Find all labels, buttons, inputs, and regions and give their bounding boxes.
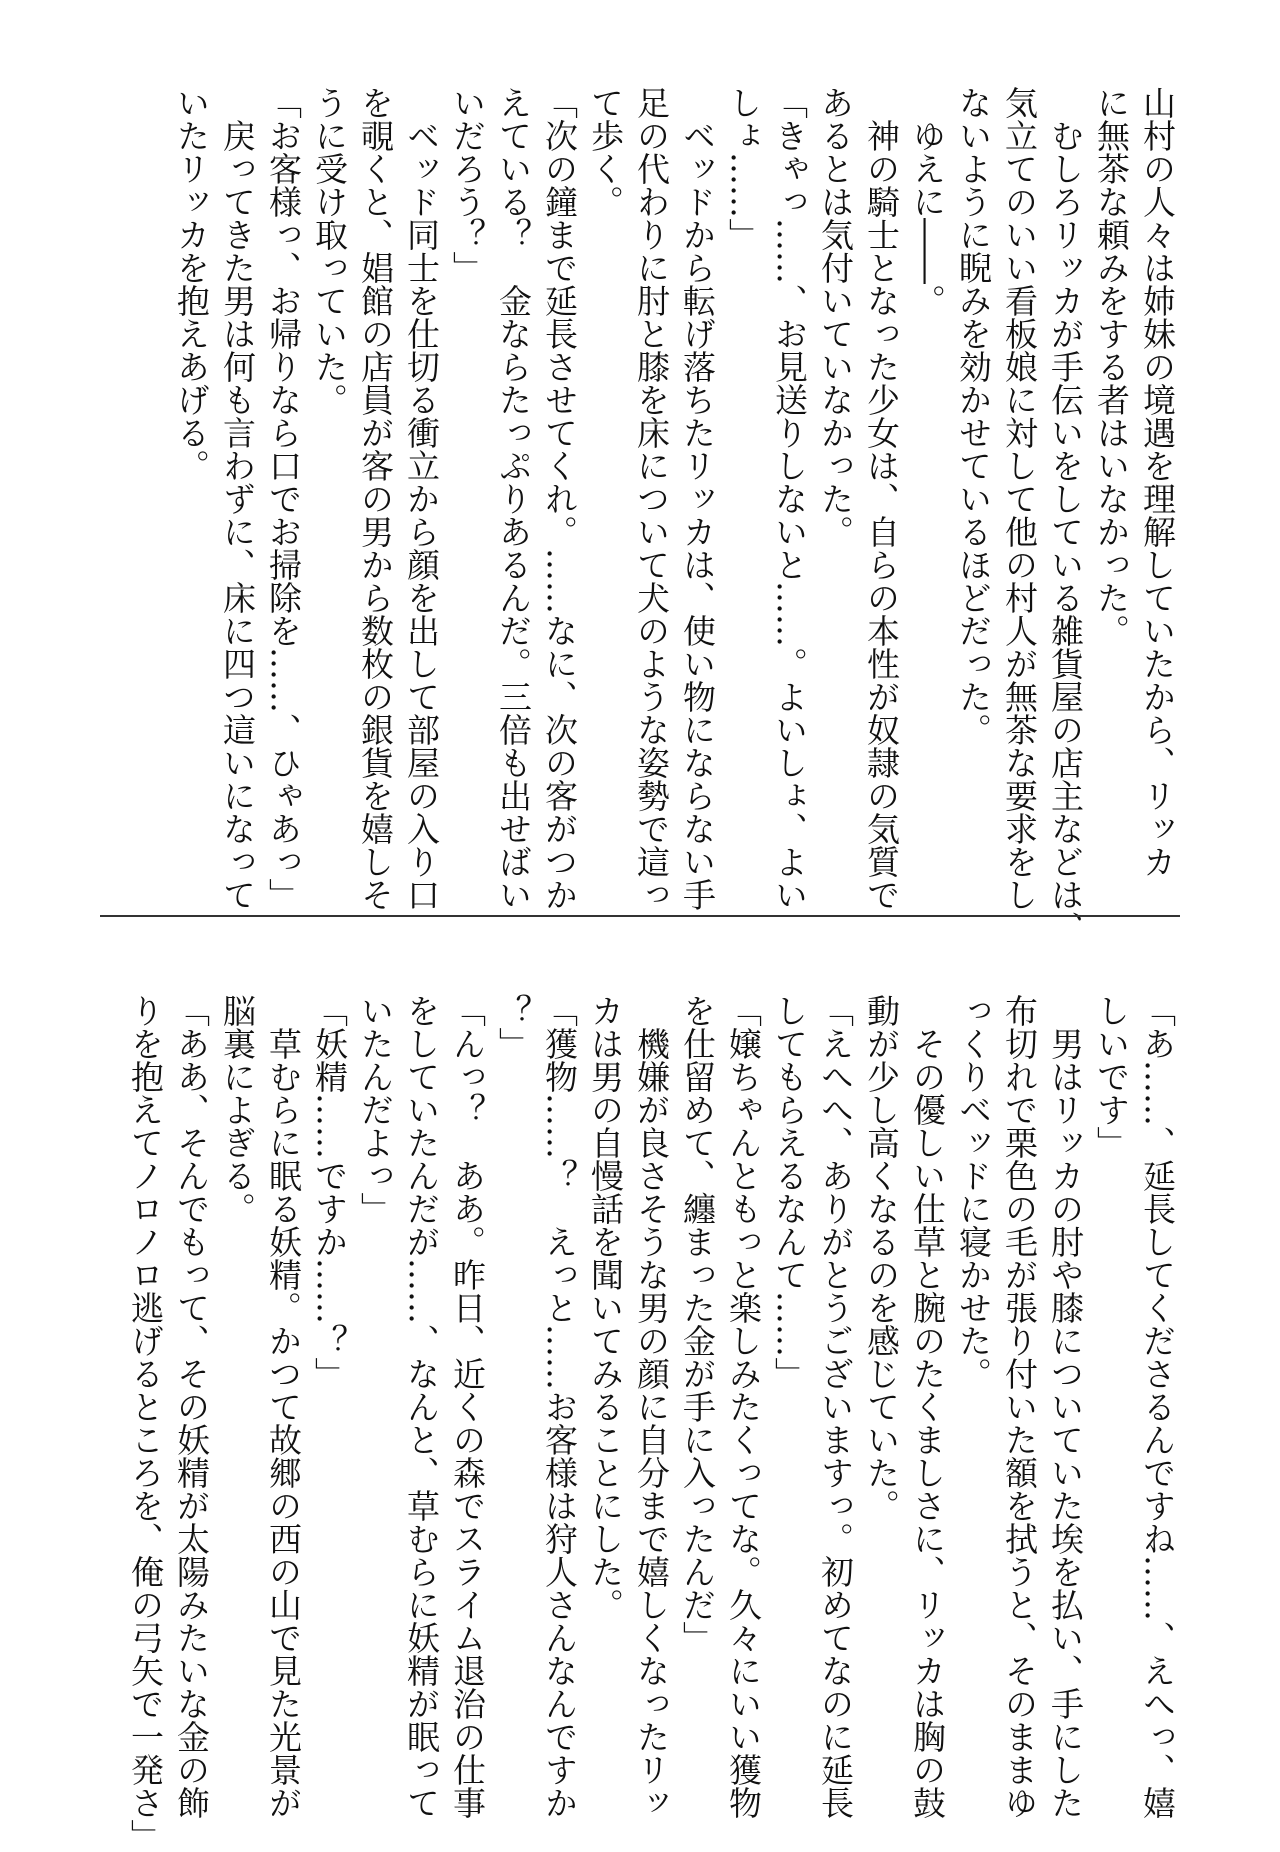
text-line: 戻ってきた男は何も言わずに、床に四つ這いになって	[218, 86, 257, 911]
text-line: 気立てのいい看板娘に対して他の村人が無茶な要求をし	[1000, 86, 1039, 911]
text-line: 「お客様っ、お帰りなら口でお掃除を……、ひゃあっ」	[264, 86, 303, 911]
text-line: をしていたんだが……、なんと、草むらに妖精が眠って	[402, 994, 441, 1819]
text-line: あるとは気付いていなかった。	[816, 86, 855, 548]
text-line: に無茶な頼みをする者はいなかった。	[1092, 86, 1131, 647]
text-line: 「獲物……？ えっと……お客様は狩人さんなんですか	[540, 994, 579, 1819]
text-line: ？」	[494, 994, 533, 1060]
text-line: うに受け取っていた。	[310, 86, 349, 416]
text-line: 「嬢ちゃんともっと楽しみたくってな。久々にいい獲物	[724, 994, 763, 1819]
text-line: しょ……」	[724, 86, 763, 251]
text-line: ないように睨みを効かせているほどだった。	[954, 86, 993, 746]
top-text-block	[100, 86, 1180, 944]
text-line: を仕留めて、纏まった金が手に入ったんだ」	[678, 994, 717, 1654]
text-line: してもらえるなんて……」	[770, 994, 809, 1390]
text-line: いたリッカを抱えあげる。	[172, 86, 211, 482]
text-line: 脳裏によぎる。	[218, 994, 257, 1225]
text-line: 布切れで栗色の毛が張り付いた額を拭うと、そのままゆ	[1000, 994, 1039, 1819]
text-line: しいです」	[1092, 994, 1131, 1159]
text-line: いだろう？」	[448, 86, 487, 284]
text-line: りを抱えてノロノロ逃げるところを、俺の弓矢で一発さ」	[126, 994, 165, 1852]
section-divider	[100, 915, 1180, 917]
text-line: その優しい仕草と腕のたくましさに、リッカは胸の鼓	[908, 994, 947, 1819]
text-line: っくりベッドに寝かせた。	[954, 994, 993, 1390]
text-line: カは男の自慢話を聞いてみることにした。	[586, 994, 625, 1621]
text-line: 男はリッカの肘や膝についていた埃を払い、手にした	[1046, 994, 1085, 1819]
text-line: を覗くと、娼館の店員が客の男から数枚の銀貨を嬉しそ	[356, 86, 395, 911]
text-line: 山村の人々は姉妹の境遇を理解していたから、リッカ	[1138, 86, 1177, 878]
text-line: 「あ……、延長してくださるんですね……、えへっ、嬉	[1138, 994, 1177, 1819]
text-line: ベッドから転げ落ちたリッカは、使い物にならない手	[678, 86, 717, 911]
text-line: 「ああ、そんでもって、その妖精が太陽みたいな金の飾	[172, 994, 211, 1819]
text-line: て歩く。	[586, 86, 625, 218]
text-line: 「んっ？ ああ。昨日、近くの森でスライム退治の仕事	[448, 994, 487, 1819]
text-line: ベッド同士を仕切る衝立から顔を出して部屋の入り口	[402, 86, 441, 911]
text-line: 「次の鐘まで延長させてくれ。……なに、次の客がつか	[540, 86, 579, 911]
text-line: むしろリッカが手伝いをしている雑貨屋の店主などは、	[1046, 86, 1085, 944]
bottom-text-block	[100, 994, 1180, 1852]
text-line: 「きゃっ……、お見送りしないと……。よいしょ、よい	[770, 86, 809, 911]
text-line: ゆえに――。	[908, 86, 947, 317]
text-line: 機嫌が良さそうな男の顔に自分まで嬉しくなったリッ	[632, 994, 671, 1819]
text-line: いたんだよっ」	[356, 994, 395, 1225]
text-line: 草むらに眠る妖精。かつて故郷の西の山で見た光景が	[264, 994, 303, 1819]
text-line: 「えへへ、ありがとうございますっ。初めてなのに延長	[816, 994, 855, 1819]
text-line: 足の代わりに肘と膝を床について犬のような姿勢で這っ	[632, 86, 671, 911]
text-line: 神の騎士となった少女は、自らの本性が奴隷の気質で	[862, 86, 901, 911]
text-line: えている？ 金ならたっぷりあるんだ。三倍も出せばい	[494, 86, 533, 911]
text-line: 動が少し高くなるのを感じていた。	[862, 994, 901, 1522]
text-line: 「妖精……ですか……？」	[310, 994, 349, 1390]
